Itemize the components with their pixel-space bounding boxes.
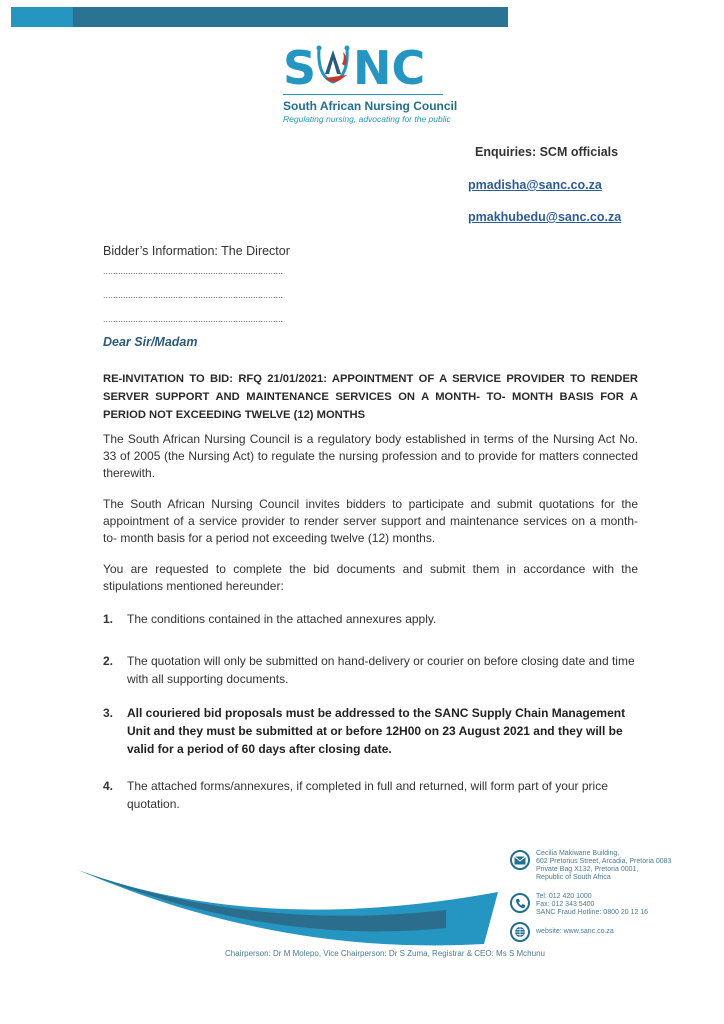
bidder-blank-line: ........................................................................ [103, 290, 284, 300]
stipulation-item [103, 777, 638, 813]
phone-icon [510, 893, 530, 913]
stipulation-item [103, 610, 638, 628]
address-line: Republic of South Africa [536, 874, 611, 881]
bidder-blank-line: ........................................................................ [103, 266, 284, 276]
sanc-logo-icon [283, 42, 443, 92]
stipulation-text: All couriered bid proposals must be addressed to the SANC Supply Chain Management Unit and they must be submitted at or before 12H00 on 23 August 2021 and they will be valid for a period of 60 days after closing date. [127, 706, 626, 756]
footer-officials: Chairperson: Dr M Molepo, Vice Chairperson: Dr S Zuma, Registrar & CEO: Ms S Mchunu [225, 949, 545, 958]
address-line: 602 Pretorius Street, Arcadia, Pretoria 0083 [536, 858, 672, 865]
stipulation-number: 1. [103, 612, 114, 626]
salutation: Dear Sir/Madam [103, 335, 198, 349]
email-link-pmadisha[interactable]: pmadisha@sanc.co.za [468, 178, 602, 192]
paragraph-intro: The South African Nursing Council is a regulatory body established in terms of the Nursing Act No. 33 of 2005 (the Nursing Act) to regulate the nursing profession and to provide for matters connected therewith. [103, 432, 638, 480]
svg-text:S: S [283, 42, 317, 92]
header-bar [11, 7, 508, 27]
phone-line: Tel: 012 420 1000 [536, 893, 592, 900]
bidder-information-label: Bidder’s Information: The Director [103, 244, 290, 258]
organization-tagline: Regulating nursing, advocating for the public [283, 114, 451, 124]
envelope-icon [510, 850, 530, 870]
email-link-pmakhubedu[interactable]: pmakhubedu@sanc.co.za [468, 210, 622, 224]
letter-subject-heading: RE-INVITATION TO BID: RFQ 21/01/2021: APPOINTMENT OF A SERVICE PROVIDER TO RENDER SERVER SUPPORT AND MAINTENANCE SERVICES ON A MONTH- TO- MONTH BASIS FOR A PERIOD NOT EXCEEDING TWELVE (12) MONTHS [103, 373, 638, 421]
contact-address [510, 850, 671, 882]
stipulation-number: 2. [103, 654, 114, 668]
sanc-logo [283, 42, 458, 124]
website-text: website: www.sanc.co.za [536, 928, 614, 935]
address-line: Private Bag X132, Pretoria 0001, [536, 866, 639, 873]
stipulation-item [103, 704, 638, 758]
fraud-hotline-line: SANC Fraud Hotline: 0800 20 12 16 [536, 909, 649, 916]
bidder-blank-line: ........................................................................ [103, 314, 284, 324]
globe-icon [510, 922, 530, 942]
organization-name: South African Nursing Council [283, 99, 458, 113]
stipulation-number: 4. [103, 779, 114, 793]
stipulation-number: 3. [103, 706, 114, 720]
contact-website [510, 922, 614, 942]
paragraph-request: You are requested to complete the bid documents and submit them in accordance with the stipulations mentioned hereunder: [103, 562, 638, 593]
enquiries-label: Enquiries: SCM officials [475, 145, 619, 159]
stipulation-text: The attached forms/annexures, if completed in full and returned, will form part of your price quotation. [127, 779, 608, 811]
paragraph-invitation: The South African Nursing Council invites bidders to participate and submit quotations for the appointment of a service provider to render server support and maintenance services on a month- to- month basis for a period not exceeding twelve (12) months. [103, 497, 638, 545]
footer-swoosh-graphic [78, 866, 508, 946]
contact-phone [510, 893, 648, 917]
address-line: Cecilia Makiwane Building, [536, 850, 620, 857]
stipulation-text: The conditions contained in the attached annexures apply. [127, 612, 437, 626]
fax-line: Fax: 012 343 5400 [536, 901, 595, 908]
logo-mark [283, 42, 448, 92]
stipulation-text: The quotation will only be submitted on hand-delivery or courier on before closing date and time with all supporting documents. [127, 654, 635, 686]
svg-text:NC: NC [353, 42, 426, 92]
stipulation-item [103, 652, 638, 688]
header-bar-accent [11, 7, 73, 27]
logo-divider [283, 94, 443, 95]
